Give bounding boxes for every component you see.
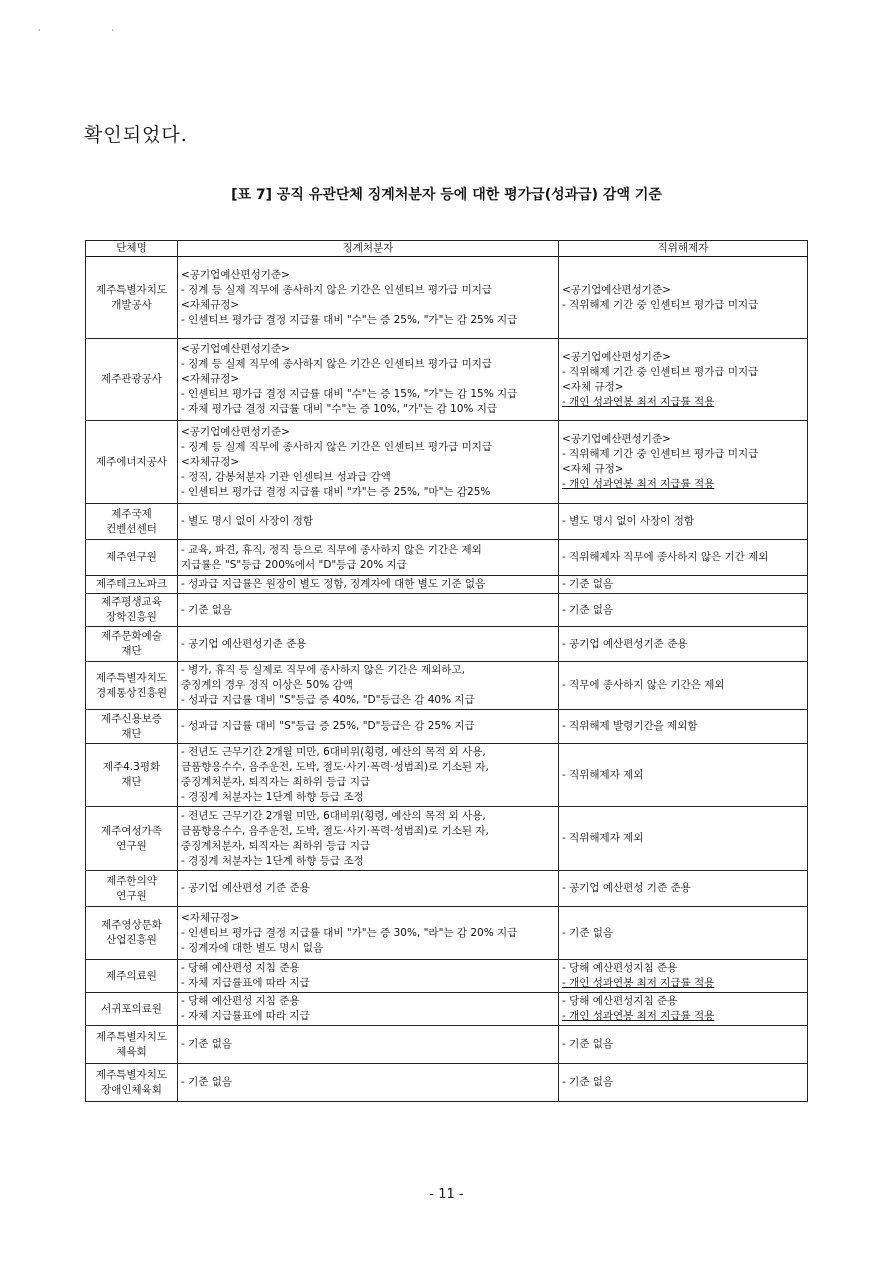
criteria-line: <자체규정>: [181, 455, 240, 468]
organization-name-line: 재단: [121, 727, 142, 740]
organization-name-line: 제주특별자치도: [95, 1068, 167, 1081]
criteria-line: - 인센티브 평가급 결정 지급률 대비 "수"는 증 25%, "가"는 감 25% 지급: [181, 313, 518, 326]
criteria-line: <공기업예산편성기준>: [562, 283, 671, 296]
disciplined-criteria-cell: [178, 1026, 559, 1064]
organization-name-line: 제주에너지공사: [95, 455, 167, 468]
criteria-line: 지급률은 "S"등급 200%에서 "D"등급 20% 지급: [181, 558, 407, 571]
criteria-line: - 개인 성과연봉 최저 지급률 적용: [562, 395, 715, 408]
intro-text: 확인되었다.: [84, 124, 188, 146]
disciplined-criteria-cell: [178, 576, 559, 594]
header-suspended: 직위해제자: [559, 241, 808, 257]
suspended-criteria-cell: [559, 960, 808, 993]
criteria-line: - 징계 등 실제 직무에 종사하지 않은 기간은 인센티브 평가급 미지급: [181, 283, 493, 296]
organization-name-line: 제주한의약: [106, 874, 157, 887]
criteria-line: - 직위해제자 제외: [562, 832, 644, 844]
organization-name-line: 체육회: [116, 1045, 147, 1058]
criteria-line: - 성과급 지급률은 원장이 별도 정함, 징계자에 대한 별도 기준 없음: [181, 578, 486, 590]
page-number: - 11 -: [429, 1187, 464, 1202]
disciplined-criteria-cell: [178, 744, 559, 807]
table-row: [86, 576, 808, 594]
table-row: [86, 421, 808, 504]
criteria-line: - 개인 성과연봉 최저 지급률 적용: [562, 977, 715, 989]
criteria-line: 중징계처분자, 퇴직자는 최하위 등급 지급: [181, 839, 371, 852]
organization-name-line: 제주영상문화: [101, 919, 162, 931]
disciplined-criteria-cell: [178, 662, 559, 710]
organization-cell: [86, 576, 178, 594]
criteria-line: - 경징계 처분자는 1단계 하향 등급 조정: [181, 791, 364, 803]
table-row: [86, 871, 808, 907]
disciplined-criteria-cell: [178, 339, 559, 421]
organization-cell: [86, 1064, 178, 1102]
criteria-line: - 징계 등 실제 직무에 종사하지 않은 기간은 인센티브 평가급 미지급: [181, 358, 493, 370]
organization-cell: [86, 540, 178, 576]
suspended-criteria-cell: [559, 871, 808, 907]
criteria-line: - 직위해제자 직무에 종사하지 않은 기간 제외: [562, 551, 769, 563]
criteria-line: - 징계자에 대한 별도 명시 없음: [181, 941, 324, 954]
criteria-line: - 교육, 파견, 휴직, 정직 등으로 직무에 종사하지 않은 기간은 제외: [181, 543, 482, 556]
criteria-line: - 자체 지급률표에 따라 지급: [181, 977, 310, 989]
organization-name-line: 제주문화예술: [101, 630, 162, 642]
criteria-line: - 개인 성과연봉 최저 지급률 적용: [562, 1010, 715, 1022]
disciplined-criteria-cell: [178, 1064, 559, 1102]
criteria-line: - 공기업 예산편성기준 준용: [181, 637, 307, 650]
criteria-line: <자체규정>: [181, 298, 240, 311]
criteria-line: - 당해 예산편성지침 준용: [562, 995, 678, 1007]
criteria-line: - 기준 없음: [181, 1076, 233, 1088]
suspended-criteria-cell: [559, 504, 808, 540]
criteria-line: - 인센티브 평가급 결정 지급률 대비 "가"는 증 25%, "마"는 감25%: [181, 485, 491, 498]
table-row: [86, 960, 808, 993]
criteria-line: - 자체 지급률표에 따라 지급: [181, 1010, 310, 1022]
organization-cell: [86, 627, 178, 662]
organization-cell: [86, 662, 178, 710]
organization-name-line: 산업진흥원: [106, 934, 157, 946]
organization-cell: [86, 744, 178, 807]
criteria-line: - 당해 예산편성 지침 준용: [181, 995, 300, 1007]
criteria-line: - 직위해제 기간 중 인센티브 평가급 미지급: [562, 365, 759, 378]
table-row: [86, 257, 808, 339]
criteria-line: - 기준 없음: [562, 578, 614, 590]
table-row: [86, 627, 808, 662]
table-row: [86, 662, 808, 710]
suspended-criteria-cell: [559, 1026, 808, 1064]
suspended-criteria-cell: [559, 907, 808, 960]
table-header-row: [86, 241, 808, 257]
table-row: [86, 1064, 808, 1102]
table-row: [86, 504, 808, 540]
organization-name-line: 개발공사: [111, 298, 152, 311]
table-row: [86, 594, 808, 627]
suspended-criteria-cell: [559, 662, 808, 710]
organization-name-line: 재단: [121, 776, 142, 788]
suspended-criteria-cell: [559, 421, 808, 504]
suspended-criteria-cell: [559, 993, 808, 1026]
criteria-line: - 기준 없음: [181, 1038, 233, 1050]
organization-name-line: 제주관광공사: [101, 373, 162, 385]
disciplined-criteria-cell: [178, 540, 559, 576]
organization-cell: [86, 1026, 178, 1064]
table-caption: [표 7] 공직 유관단체 징계처분자 등에 대한 평가급(성과급) 감액 기준: [231, 187, 662, 203]
suspended-criteria-cell: [559, 627, 808, 662]
organization-name-line: 제주특별자치도: [95, 671, 167, 684]
table-row: [86, 744, 808, 807]
criteria-line: - 성과급 지급률 대비 "S"등급 증 25%, "D"등급은 감 25% 지급: [181, 720, 475, 732]
organization-name-line: 경제통상진흥원: [95, 686, 167, 699]
organization-name-line: 재단: [121, 645, 142, 657]
criteria-line: - 공기업 예산편성기준 준용: [562, 637, 688, 650]
criteria-line: - 공기업 예산편성 기준 준용: [181, 882, 310, 894]
criteria-line: - 공기업 예산편성 기준 준용: [562, 882, 691, 894]
disciplined-criteria-cell: [178, 907, 559, 960]
criteria-line: 중징계처분자, 퇴직자는 최하위 등급 지급: [181, 776, 371, 788]
criteria-line: - 징계 등 실제 직무에 종사하지 않은 기간은 인센티브 평가급 미지급: [181, 440, 493, 453]
organization-cell: [86, 907, 178, 960]
criteria-line: - 별도 명시 없이 사장이 정함: [562, 515, 695, 527]
suspended-criteria-cell: [559, 744, 808, 807]
criteria-line: <공기업예산편성기준>: [181, 268, 290, 281]
criteria-line: - 인센티브 평가급 결정 지급률 대비 "가"는 증 30%, "라"는 감 20% 지급: [181, 926, 518, 939]
criteria-line: - 직위해제 발령기간을 제외함: [562, 720, 698, 732]
suspended-criteria-cell: [559, 339, 808, 421]
disciplined-criteria-cell: [178, 421, 559, 504]
organization-name-line: 컨벤션센터: [106, 522, 157, 535]
organization-name-line: 제주연구원: [106, 551, 157, 563]
criteria-line: - 경징계 처분자는 1단계 하향 등급 조정: [181, 854, 364, 867]
organization-name-line: 제주평생교육: [101, 596, 162, 608]
criteria-line: <공기업예산편성기준>: [181, 343, 290, 355]
organization-name-line: 서귀포의료원: [101, 1002, 162, 1015]
criteria-line: - 기준 없음: [562, 926, 614, 939]
criteria-line: - 전년도 근무기간 2개월 미만, 6대비위(횡령, 예산의 목적 외 사용,: [181, 809, 486, 822]
organization-cell: [86, 710, 178, 744]
criteria-line: - 기준 없음: [562, 603, 614, 616]
organization-cell: [86, 339, 178, 421]
suspended-criteria-cell: [559, 576, 808, 594]
table-row: [86, 710, 808, 744]
disciplined-criteria-cell: [178, 710, 559, 744]
disciplined-criteria-cell: [178, 257, 559, 339]
organization-name-line: 연구원: [116, 839, 147, 852]
organization-cell: [86, 807, 178, 871]
table-row: [86, 993, 808, 1026]
organization-cell: [86, 594, 178, 627]
suspended-criteria-cell: [559, 257, 808, 339]
criteria-line: - 병가, 휴직 등 실제로 직무에 종사하지 않은 기간은 제외하고,: [181, 664, 465, 676]
criteria-line: <공기업예산편성기준>: [181, 425, 290, 438]
criteria-line: - 기준 없음: [181, 603, 233, 616]
criteria-line: - 당해 예산편성 지침 준용: [181, 962, 300, 974]
criteria-line: <공기업예산편성기준>: [562, 350, 671, 363]
penalty-criteria-table: [85, 240, 808, 1102]
organization-name-line: 제주국제: [111, 507, 152, 520]
criteria-line: <공기업예산편성기준>: [562, 433, 671, 445]
criteria-line: - 직위해제 기간 중 인센티브 평가급 미지급: [562, 298, 759, 311]
organization-name-line: 연구원: [116, 889, 147, 902]
suspended-criteria-cell: [559, 594, 808, 627]
criteria-line: <자체 규정>: [562, 380, 624, 393]
header-disciplined: 징계처분자: [178, 241, 559, 257]
disciplined-criteria-cell: [178, 594, 559, 627]
disciplined-criteria-cell: [178, 627, 559, 662]
disciplined-criteria-cell: [178, 871, 559, 907]
suspended-criteria-cell: [559, 540, 808, 576]
criteria-line: - 별도 명시 없이 사장이 정함: [181, 515, 314, 527]
organization-name-line: 제주4.3평화: [102, 761, 161, 773]
organization-name-line: 제주의료원: [106, 969, 157, 982]
disciplined-criteria-cell: [178, 807, 559, 871]
disciplined-criteria-cell: [178, 993, 559, 1026]
criteria-line: - 자체 평가급 결정 지급률 대비 "수"는 증 10%, "가"는 감 10% 지급: [181, 403, 498, 415]
disciplined-criteria-cell: [178, 504, 559, 540]
table-row: [86, 1026, 808, 1064]
table-row: [86, 907, 808, 960]
table-body: [86, 257, 808, 1102]
criteria-line: - 개인 성과연봉 최저 지급률 적용: [562, 478, 715, 490]
criteria-line: - 전년도 근무기간 2개월 미만, 6대비위(횡령, 예산의 목적 외 사용,: [181, 746, 486, 758]
suspended-criteria-cell: [559, 1064, 808, 1102]
organization-cell: [86, 993, 178, 1026]
organization-name-line: 제주특별자치도: [95, 1030, 167, 1043]
criteria-line: 중징계의 경우 정직 이상은 50% 감액: [181, 679, 353, 691]
table-row: [86, 807, 808, 871]
disciplined-criteria-cell: [178, 960, 559, 993]
criteria-line: - 직위해제 기간 중 인센티브 평가급 미지급: [562, 448, 759, 460]
criteria-line: - 기준 없음: [562, 1076, 614, 1088]
organization-name-line: 장학진흥원: [106, 611, 157, 623]
criteria-line: - 성과급 지급률 대비 "S"등급 증 40%, "D"등급은 감 40% 지급: [181, 694, 475, 706]
organization-cell: [86, 960, 178, 993]
organization-name-line: 제주특별자치도: [95, 283, 167, 296]
criteria-line: - 정직, 감봉처분자 기관 인센티브 성과급 감액: [181, 470, 391, 483]
organization-cell: [86, 421, 178, 504]
suspended-criteria-cell: [559, 807, 808, 871]
criteria-line: <자체규정>: [181, 373, 240, 385]
organization-cell: [86, 871, 178, 907]
criteria-line: <자체 규정>: [562, 463, 624, 475]
criteria-line: <자체규정>: [181, 911, 240, 924]
criteria-line: - 인센티브 평가급 결정 지급률 대비 "수"는 증 15%, "가"는 감 15% 지급: [181, 388, 518, 400]
scan-marks: · ·: [38, 26, 148, 35]
suspended-criteria-cell: [559, 710, 808, 744]
organization-name-line: 장애인체육회: [101, 1083, 162, 1096]
organization-name-line: 제주신용보증: [101, 712, 162, 725]
organization-cell: [86, 257, 178, 339]
criteria-line: 금품향응수수, 음주운전, 도박, 절도·사기·폭력·성범죄)로 기소된 자,: [181, 824, 489, 837]
criteria-line: - 당해 예산편성지침 준용: [562, 962, 678, 974]
header-organization: 단체명: [86, 241, 178, 257]
criteria-line: - 직무에 종사하지 않은 기간은 제외: [562, 679, 725, 691]
table-row: [86, 540, 808, 576]
table-row: [86, 339, 808, 421]
organization-name-line: 제주여성가족: [101, 824, 162, 837]
criteria-line: - 직위해제자 제외: [562, 768, 644, 781]
organization-cell: [86, 504, 178, 540]
criteria-line: 금품향응수수, 음주운전, 도박, 절도·사기·폭력·성범죄)로 기소된 자,: [181, 761, 489, 773]
organization-name-line: 제주테크노파크: [95, 578, 167, 590]
criteria-line: - 기준 없음: [562, 1038, 614, 1050]
